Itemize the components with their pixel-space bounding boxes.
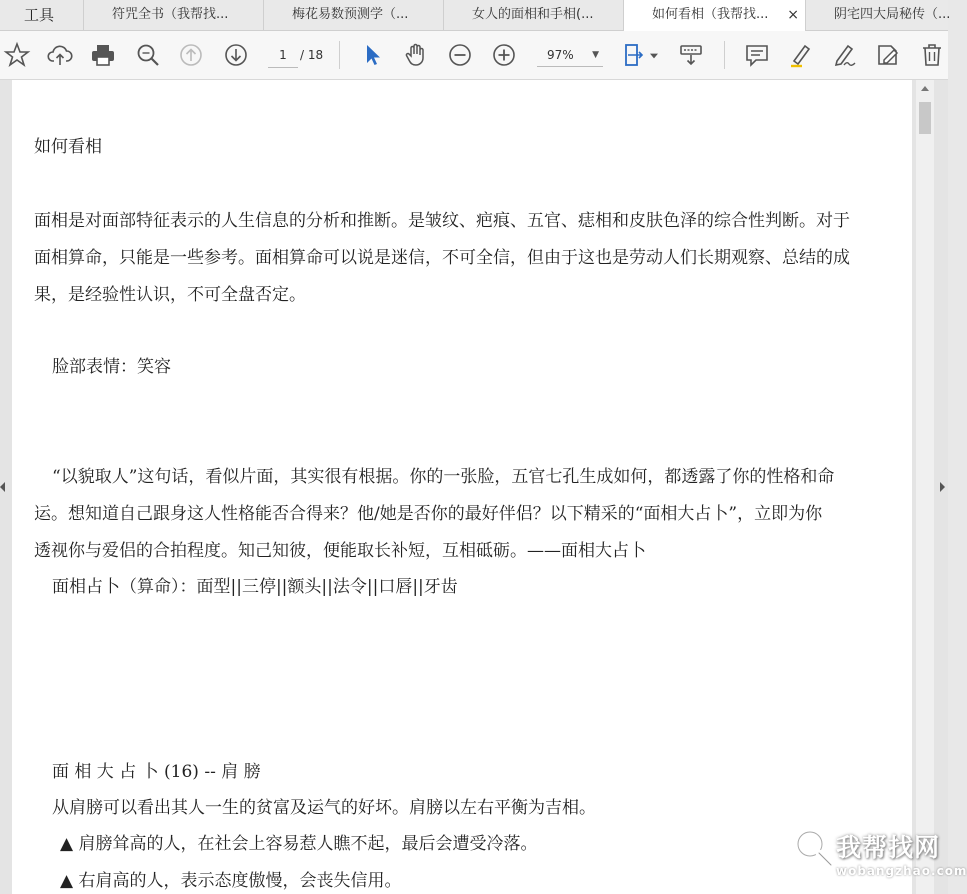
tab-label: 梅花易数预测学（...	[292, 7, 409, 22]
navigation-line: 面相占卜（算命）：面型||三停||额头||法令||口唇||牙齿	[52, 577, 458, 597]
tab-label: 女人的面相和手相(...	[472, 7, 594, 22]
paragraph-line: 透视你与爱侣的合拍程度。知己知彼，便能取长补短，互相砥砺。——面相大占卜	[34, 541, 646, 561]
scroll-up-arrow-icon[interactable]	[921, 86, 929, 91]
pdf-page	[12, 80, 912, 894]
chevron-down-icon: ▼	[592, 50, 599, 60]
paragraph-line: 面相算命，只能是一些参考。面相算命可以说是迷信，不可全信，但由于这也是劳动人们长期观察、总结的成	[34, 248, 850, 268]
tab-document-1[interactable]	[84, 0, 264, 30]
draw-button[interactable]	[830, 40, 860, 70]
printer-icon	[90, 42, 116, 68]
tab-document-5[interactable]	[806, 0, 951, 30]
find-button[interactable]	[133, 40, 163, 70]
toolbar-divider	[724, 41, 725, 69]
page-total: / 18	[300, 48, 324, 62]
section-heading: 脸部表情：笑容	[52, 357, 171, 377]
zoom-out-button[interactable]	[445, 40, 475, 70]
vertical-scrollbar[interactable]	[916, 80, 934, 894]
tab-document-3[interactable]	[444, 0, 624, 30]
comment-button[interactable]	[742, 40, 772, 70]
print-button[interactable]	[88, 40, 118, 70]
toolbar	[0, 31, 948, 80]
paragraph-line: 运。想知道自己跟身这人性格能否合得来？他/她是否你的最好伴侣？以下精采的“面相大占卜”，立即为你	[34, 504, 823, 524]
page-number-input[interactable]: 1	[268, 43, 298, 68]
tab-label: 符咒全书（我帮找...	[112, 7, 229, 22]
scroll-mode-button[interactable]	[676, 40, 706, 70]
upload-button[interactable]	[45, 40, 75, 70]
collapse-left-panel-icon[interactable]	[0, 482, 5, 492]
select-tool-button[interactable]	[357, 40, 387, 70]
tab-label: 阴宅四大局秘传（...	[834, 7, 951, 22]
chevron-down-icon	[650, 52, 658, 60]
tab-tools[interactable]	[0, 0, 84, 30]
collapse-right-panel-icon[interactable]	[940, 482, 945, 492]
plus-circle-icon	[491, 42, 517, 68]
arrow-up-circle-icon	[178, 42, 204, 68]
tab-bar	[0, 0, 951, 31]
previous-page-button[interactable]	[176, 40, 206, 70]
highlighter-icon	[788, 42, 814, 68]
tab-label: 工具	[24, 6, 55, 24]
paragraph-line: 果，是经验性认识，不可全盘否定。	[34, 285, 306, 305]
hand-tool-button[interactable]	[401, 40, 431, 70]
tab-document-active[interactable]	[624, 0, 806, 31]
fit-page-button[interactable]	[620, 40, 660, 70]
watermark-url: wobangzhao.com	[836, 864, 967, 878]
section-title: 面 相 大 占 卜 (16) -- 肩 膀	[52, 762, 261, 782]
zoom-in-button[interactable]	[489, 40, 519, 70]
zoom-value: 97%	[547, 48, 574, 62]
magnifier-logo-icon	[792, 826, 836, 870]
next-page-button[interactable]	[221, 40, 251, 70]
bookmark-star-button[interactable]	[2, 40, 32, 70]
magnifier-icon	[135, 42, 161, 68]
watermark-text: 我帮找网	[836, 833, 941, 862]
zoom-select[interactable]	[537, 43, 603, 67]
cloud-upload-icon	[47, 42, 73, 68]
edit-document-icon	[875, 42, 901, 68]
tab-label: 如何看相（我帮找...	[652, 7, 769, 22]
trash-icon	[919, 42, 945, 68]
document-title: 如何看相	[34, 137, 102, 157]
edit-button[interactable]	[873, 40, 903, 70]
cursor-arrow-icon	[359, 42, 385, 68]
watermark	[792, 822, 967, 892]
fit-width-icon	[622, 42, 648, 68]
keyboard-down-icon	[678, 42, 704, 68]
star-icon	[4, 42, 30, 68]
paragraph-line: “以貌取人”这句话，看似片面，其实很有根据。你的一张脸，五官七孔生成如何，都透露了你的性格和命	[52, 467, 835, 487]
highlight-button[interactable]	[786, 40, 816, 70]
scrollbar-thumb[interactable]	[919, 102, 931, 134]
paragraph-line: 面相是对面部特征表示的人生信息的分析和推断。是皱纹、疤痕、五官、痣相和皮肤色泽的综合性判断。对于	[34, 211, 850, 231]
section-intro: 从肩膀可以看出其人一生的贫富及运气的好坏。肩膀以左右平衡为吉相。	[52, 798, 596, 818]
comment-icon	[744, 42, 770, 68]
close-tab-icon[interactable]: ×	[787, 7, 799, 23]
document-viewport[interactable]	[0, 80, 948, 894]
toolbar-divider	[339, 41, 340, 69]
bullet-item: ▲ 右肩高的人，表示态度傲慢，会丧失信用。	[60, 871, 402, 891]
minus-circle-icon	[447, 42, 473, 68]
delete-button[interactable]	[917, 40, 947, 70]
tab-document-2[interactable]	[264, 0, 444, 30]
pen-signature-icon	[832, 42, 858, 68]
arrow-down-circle-icon	[223, 42, 249, 68]
hand-icon	[403, 42, 429, 68]
bullet-item: ▲ 肩膀耸高的人，在社会上容易惹人瞧不起，最后会遭受冷落。	[60, 834, 538, 854]
